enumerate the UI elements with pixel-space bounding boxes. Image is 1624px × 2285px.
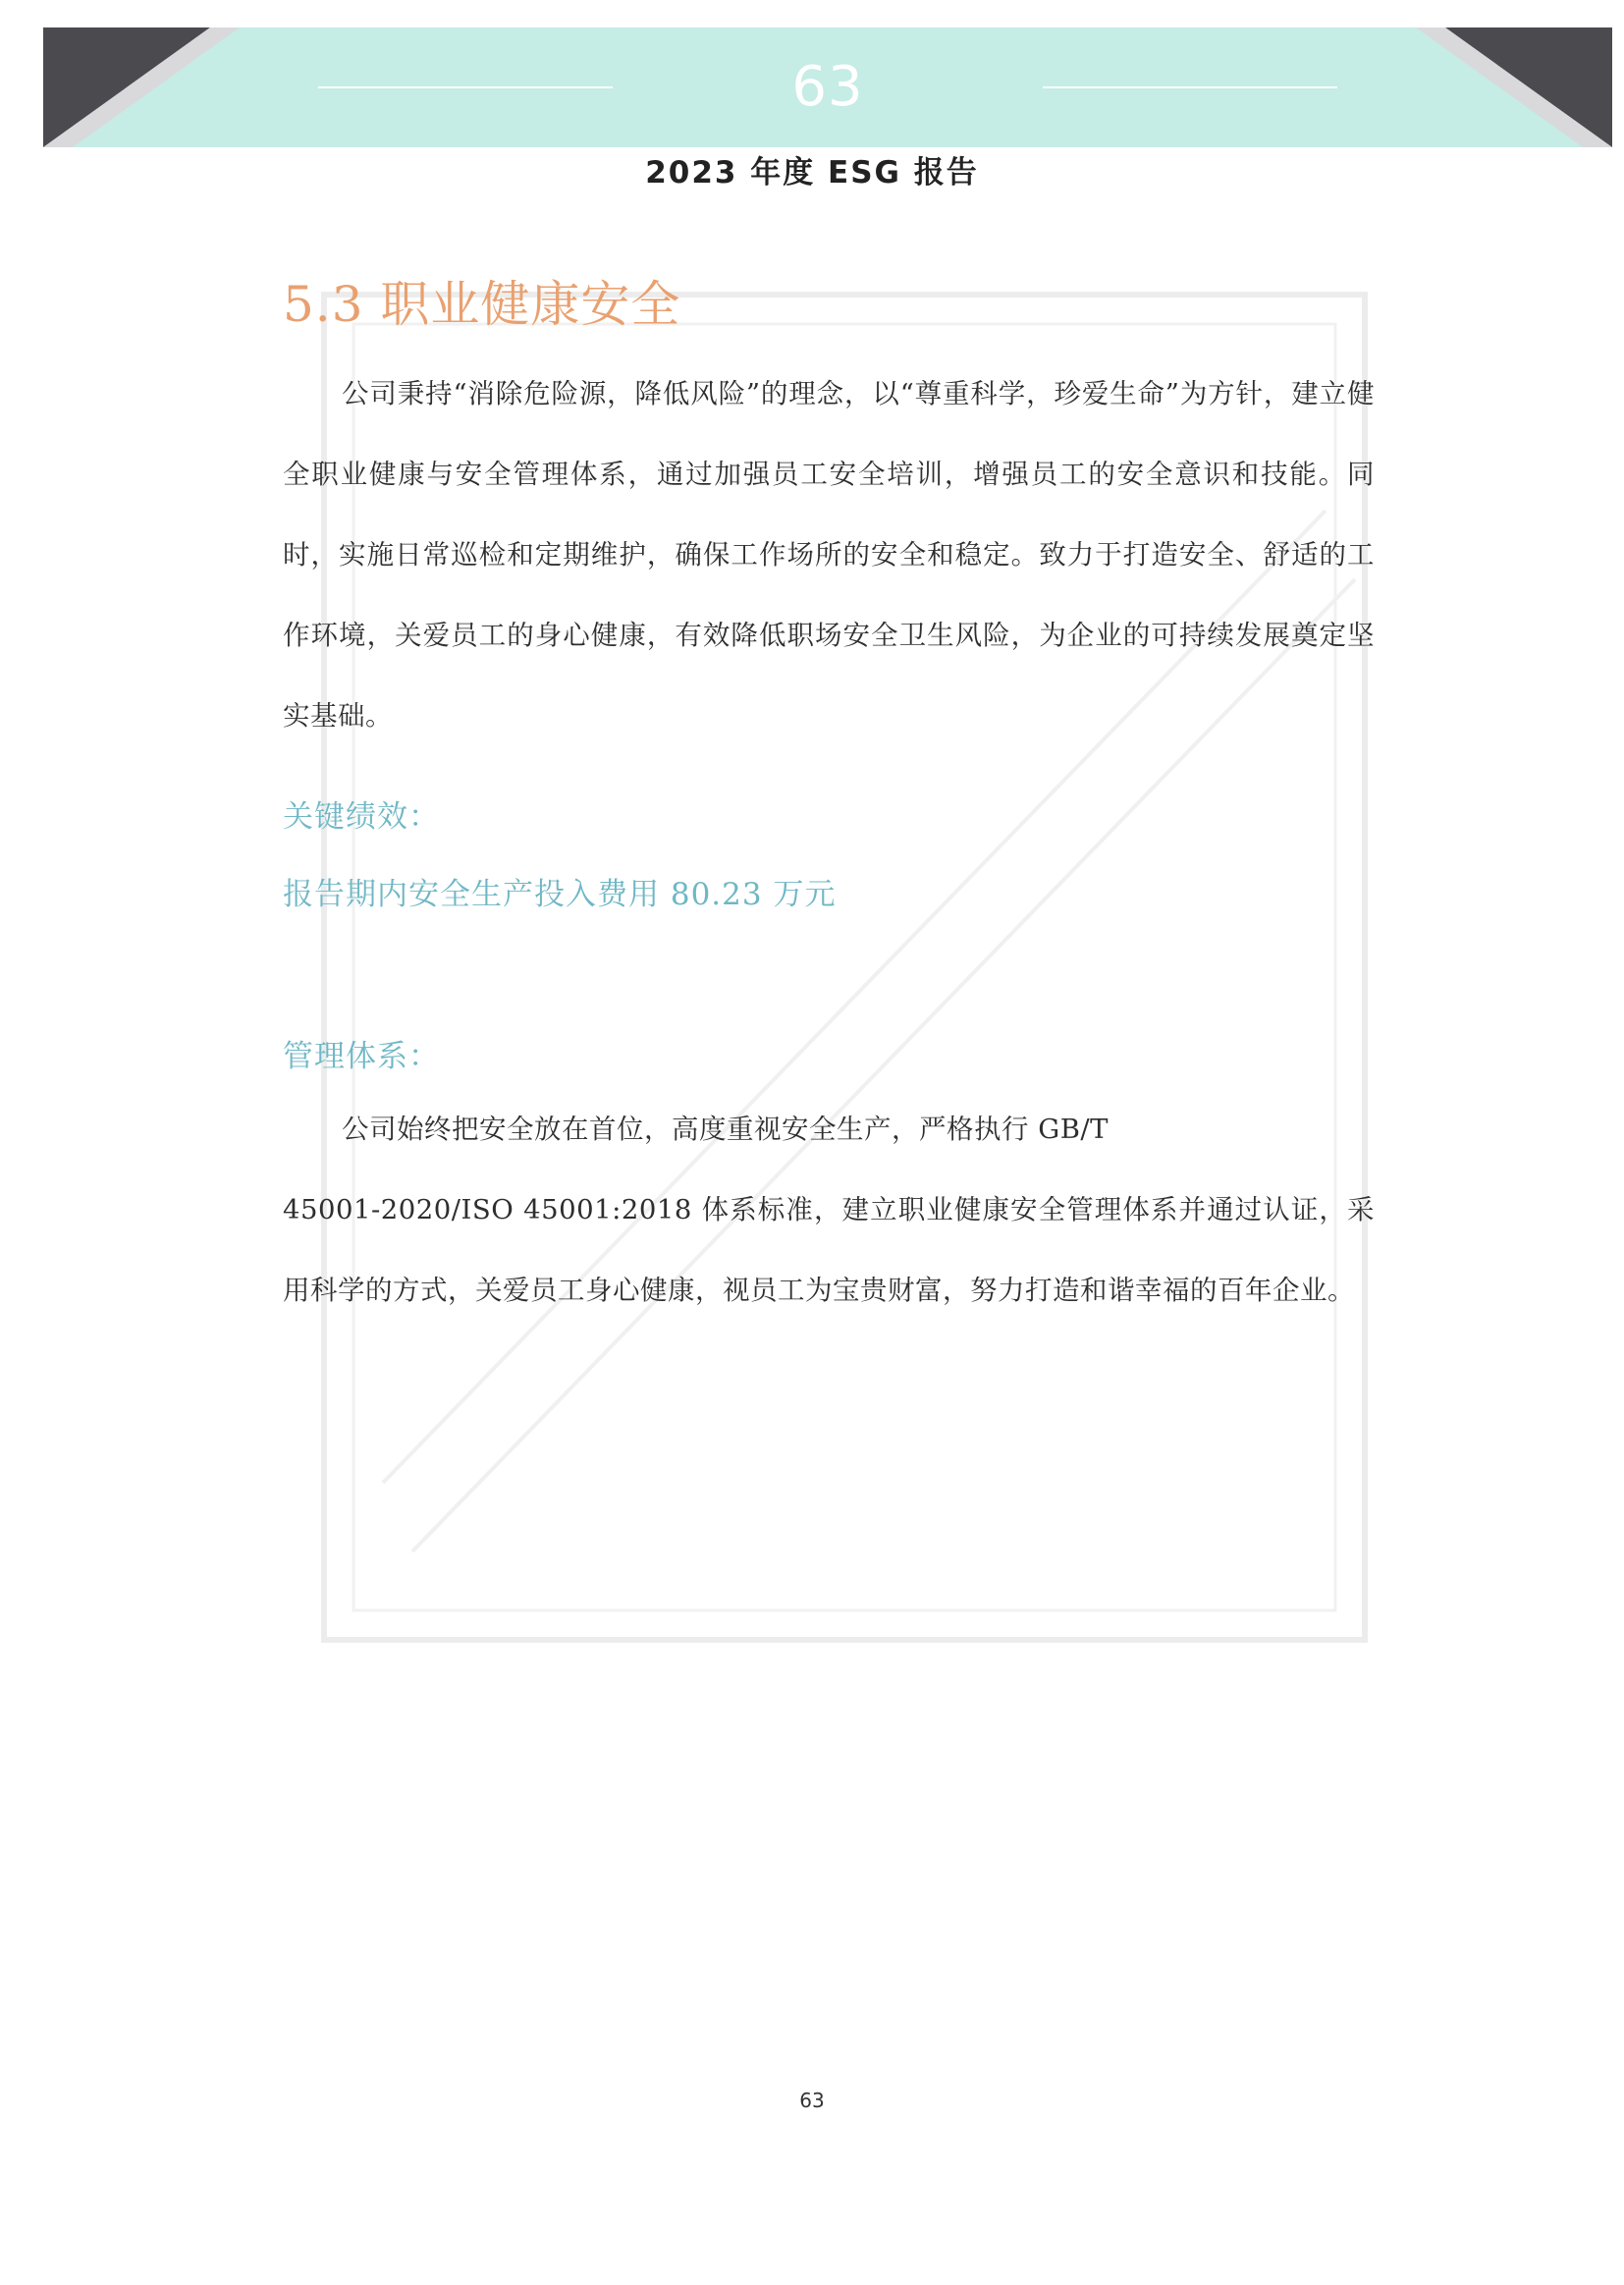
header-page-number: 63 [791, 55, 864, 119]
main-content [283, 265, 1375, 1331]
management-system-paragraph-line1: 公司始终把安全放在首位，高度重视安全生产，严格执行 GB/T [342, 1114, 1110, 1145]
section-heading: 5.3 职业健康安全 [283, 276, 681, 333]
key-performance-item: 报告期内安全生产投入费用 80.23 万元 [283, 877, 837, 912]
management-system-paragraph-rest: 45001-2020/ISO 45001:2018 体系标准，建立职业健康安全管理体系并通过认证，采用科学的方式，关爱员工身心健康，视员工为宝贵财富，努力打造和谐幸福的百年企业。 [283, 1194, 1375, 1306]
intro-paragraph: 公司秉持“消除危险源，降低风险”的理念，以“尊重科学，珍爱生命”为方针，建立健全职业健康与安全管理体系，通过加强员工安全培训，增强员工的安全意识和技能。同时，实施日常巡检和定期维护，确保工作场所的安全和稳定。致力于打造安全、舒适的工作环境，关爱员工的身心健康，有效降低职场安全卫生风险，为企业的可持续发展奠定坚实基础。 [283, 378, 1375, 732]
management-system-label: 管理体系： [283, 1039, 440, 1074]
report-title: 2023 年度 ESG 报告 [645, 155, 979, 190]
footer-page-number: 63 [799, 2089, 825, 2112]
header-band [43, 27, 1612, 147]
key-performance-label: 关键绩效： [283, 799, 440, 835]
